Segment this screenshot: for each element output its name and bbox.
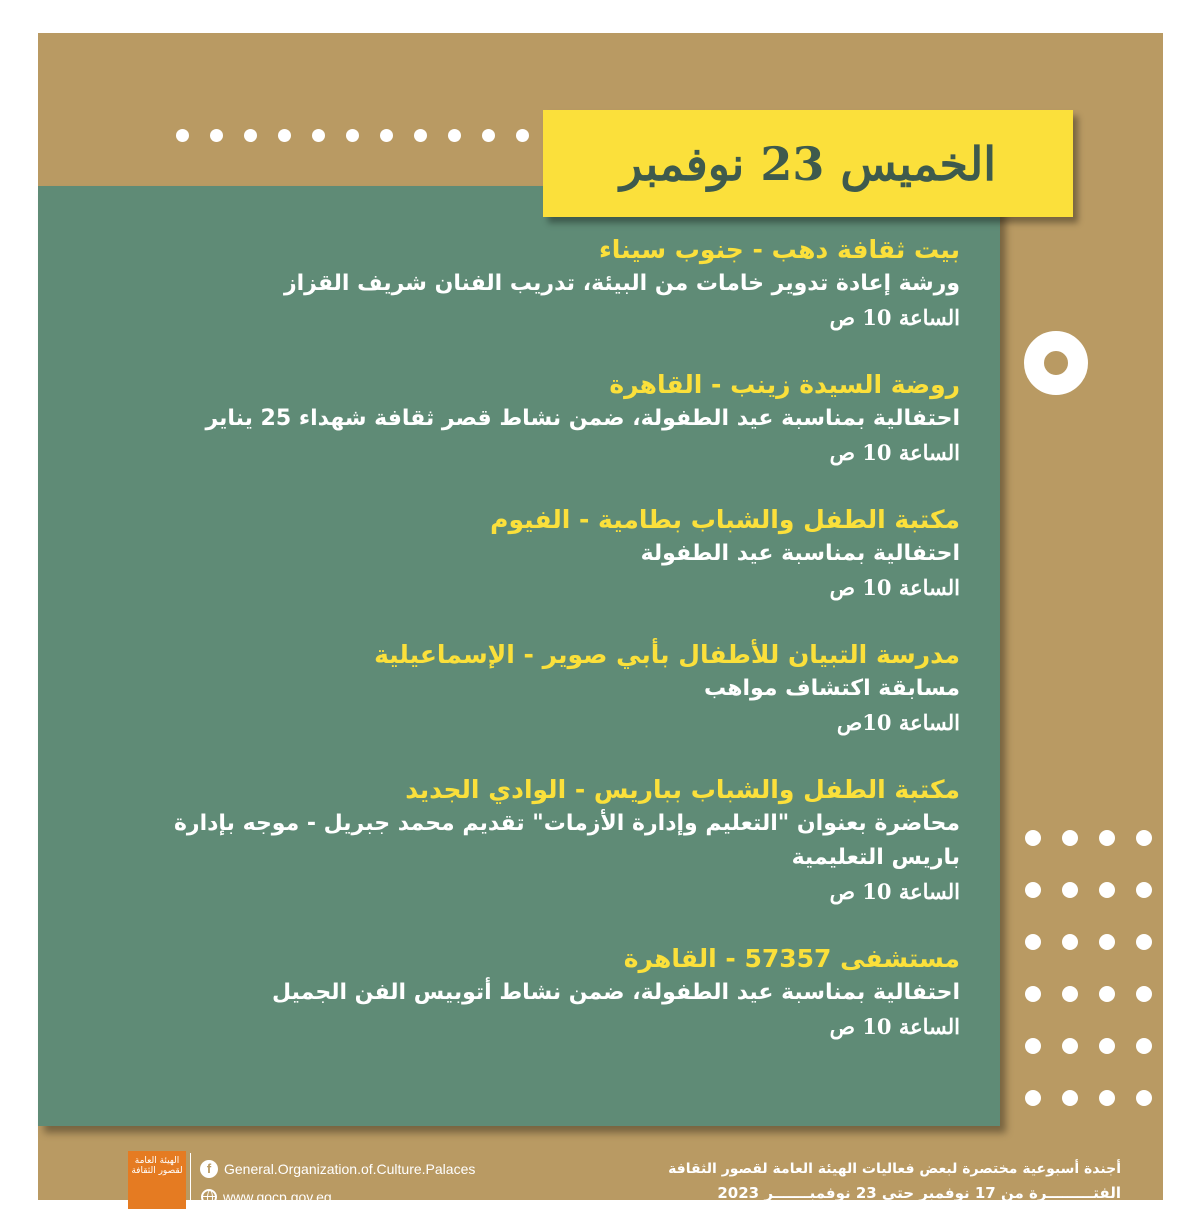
decor-dot: [1099, 1090, 1115, 1106]
decor-dot: [1062, 934, 1078, 950]
footer-divider: [190, 1153, 191, 1209]
footer-agenda-info: [668, 1157, 1121, 1205]
event-venue: مدرسة التبيان للأطفال بأبي صوير - الإسماعيلية: [374, 640, 960, 669]
decor-dots-row: [176, 129, 529, 143]
event-time: الساعة 10 ص: [829, 879, 960, 904]
decor-dot: [1136, 934, 1152, 950]
event-item: [128, 942, 960, 1044]
decor-dot: [346, 129, 359, 142]
event-description: احتفالية بمناسبة عيد الطفولة، ضمن نشاط أتوبيس الفن الجميل: [271, 980, 960, 1005]
event-item: [128, 503, 960, 605]
frame-background: [38, 33, 1163, 1205]
event-item: [128, 368, 960, 470]
event-venue: مكتبة الطفل والشباب بباريس - الوادي الجديد: [405, 775, 960, 804]
agenda-line: أجندة أسبوعية مختصرة لبعض فعاليات الهيئة العامة لقصور الثقافة: [668, 1161, 1121, 1177]
event-item: [128, 773, 960, 909]
event-description: محاضرة بعنوان "التعليم وإدارة الأزمات" تقديم محمد جبريل - موجه بإدارة باريس التعليمية: [173, 811, 960, 870]
event-venue: مستشفى 57357 - القاهرة: [623, 944, 960, 973]
event-description: احتفالية بمناسبة عيد الطفولة: [640, 541, 960, 566]
decor-dot: [414, 129, 427, 142]
org-logo: [128, 1151, 186, 1209]
event-time: الساعة 10 ص: [829, 575, 960, 600]
decor-dot: [1136, 830, 1152, 846]
decor-dot-grid: [1025, 830, 1155, 1106]
decor-dot: [482, 129, 495, 142]
event-description: مسابقة اكتشاف مواهب: [703, 676, 960, 701]
decor-dot: [516, 129, 529, 142]
decor-dot: [176, 129, 189, 142]
event-item: [128, 638, 960, 740]
event-time: الساعة 10 ص: [829, 305, 960, 330]
event-venue: مكتبة الطفل والشباب بطامية - الفيوم: [490, 505, 960, 534]
period-line: الفتـــــــــرة من 17 نوفمبر حتى 23 نوفمبـــــــر 2023: [717, 1184, 1121, 1202]
decor-dot: [1062, 1038, 1078, 1054]
decor-dot: [1099, 934, 1115, 950]
decor-dot: [1099, 986, 1115, 1002]
decor-dot: [210, 129, 223, 142]
decor-dot: [1136, 882, 1152, 898]
website-link[interactable]: [200, 1185, 475, 1209]
decor-dot: [1099, 1038, 1115, 1054]
decor-dot: [1025, 882, 1041, 898]
events-list: [128, 233, 960, 1077]
facebook-icon: f: [200, 1160, 218, 1178]
decor-dot: [1099, 830, 1115, 846]
decor-dot: [1025, 830, 1041, 846]
event-venue: روضة السيدة زينب - القاهرة: [609, 370, 960, 399]
website-label: www.gocp.gov.eg: [223, 1189, 332, 1205]
event-description: ورشة إعادة تدوير خامات من البيئة، تدريب الفنان شريف القزاز: [283, 271, 960, 296]
org-logo-text: الهيئة العامة لقصور الثقافة: [131, 1156, 183, 1176]
event-time: الساعة 10 ص: [829, 1014, 960, 1039]
decor-dot: [312, 129, 325, 142]
page-title: الخميس 23 نوفمبر: [619, 136, 997, 191]
facebook-label: General.Organization.of.Culture.Palaces: [224, 1161, 476, 1177]
decor-ring: [1024, 331, 1088, 395]
decor-dot: [1025, 1090, 1041, 1106]
decor-dot: [1062, 986, 1078, 1002]
facebook-link[interactable]: [200, 1157, 475, 1181]
decor-dot: [1136, 986, 1152, 1002]
decor-dot: [278, 129, 291, 142]
decor-dot: [1062, 882, 1078, 898]
decor-dot: [1025, 1038, 1041, 1054]
event-time: الساعة 10ص: [836, 710, 960, 735]
event-item: [128, 233, 960, 335]
decor-dot: [1062, 1090, 1078, 1106]
date-banner: [543, 110, 1073, 217]
decor-dot: [1062, 830, 1078, 846]
decor-dot: [1025, 934, 1041, 950]
event-venue: بيت ثقافة دهب - جنوب سيناء: [598, 235, 960, 264]
decor-dot: [1025, 986, 1041, 1002]
decor-dot: [380, 129, 393, 142]
decor-dot: [1136, 1090, 1152, 1106]
decor-dot: [448, 129, 461, 142]
footer-links: [200, 1157, 475, 1213]
globe-icon: [201, 1189, 217, 1205]
decor-dot: [1136, 1038, 1152, 1054]
decor-dot: [244, 129, 257, 142]
decor-dot: [1099, 882, 1115, 898]
event-time: الساعة 10 ص: [829, 440, 960, 465]
event-description: احتفالية بمناسبة عيد الطفولة، ضمن نشاط قصر ثقافة شهداء 25 يناير: [205, 406, 960, 431]
